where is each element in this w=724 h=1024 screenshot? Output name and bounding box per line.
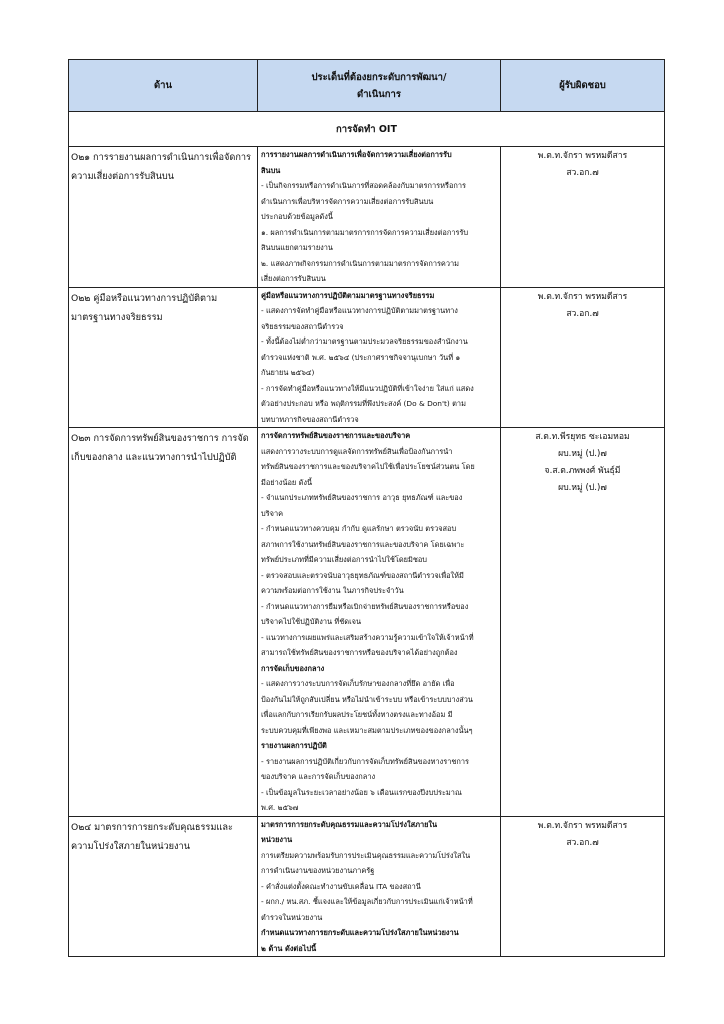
header-issues-line1: ประเด็นที่ต้องยกระดับการพัฒนา/ — [311, 71, 447, 83]
detail-line: ป้องกันไม่ให้ถูกสับเปลี่ยน หรือไม่นำเข้าระบบ หรือเข้าระบบบางส่วน — [261, 694, 473, 704]
detail-line: ๒. แสดงภาพกิจกรรมการดำเนินการตามมาตรการจัดการความ — [261, 258, 460, 268]
detail-heading: มาตรการการยกระดับคุณธรรมและความโปร่งใสภายใน — [261, 819, 438, 829]
row-responsible — [501, 287, 665, 428]
detail-line: ของบริจาค และการจัดเก็บของกลาง — [261, 772, 376, 781]
detail-line: - แสดงการจัดทำคู่มือหรือแนวทางการปฏิบัติตามมาตรฐานทาง — [261, 306, 458, 315]
section-row — [69, 112, 665, 147]
row-detail — [258, 147, 501, 288]
detail-heading: คู่มือหรือแนวทางการปฏิบัติตามมาตรฐานทางจริยธรรม — [261, 290, 435, 300]
detail-line: ประกอบด้วยข้อมูลดังนี้ — [261, 212, 333, 221]
development-plan-table — [68, 59, 665, 957]
detail-line: - ผกก./ หน.สภ. ชี้แจงและให้ข้อมูลเกี่ยวกับการประเมินแก่เจ้าหน้าที่ — [261, 897, 473, 906]
detail-line: - แสดงการวางระบบการจัดเก็บรักษาของกลางที่ยึด อายัด เพื่อ — [261, 679, 455, 688]
row-topic: O๒๒ คู่มือหรือแนวทางการปฏิบัติตามมาตรฐานทางจริยธรรม — [69, 287, 258, 428]
detail-heading: หน่วยงาน — [261, 835, 293, 844]
detail-heading: กำหนดแนวทางการยกระดับและความโปร่งใสภายในหน่วยงาน — [261, 928, 459, 937]
detail-line: ตำรวจในหน่วยงาน — [261, 912, 323, 922]
table-row — [69, 287, 665, 428]
responsible-line: พ.ต.ท.จักรา พรหมดีสาร — [537, 820, 628, 831]
row-topic: O๒๔ มาตรการการยกระดับคุณธรรมและความโปร่งใสภายในหน่วยงาน — [69, 816, 258, 957]
header-issues — [258, 60, 501, 112]
detail-line: บทบาทภารกิจของสถานีตำรวจ — [261, 414, 359, 424]
detail-line: - ทั้งนี้ต้องไม่ต่ำกว่ามาตรฐานตามประมวลจริยธรรมของสำนักงาน — [261, 337, 468, 346]
detail-line: บริจาค — [261, 508, 284, 518]
row-topic: O๒๑ การรายงานผลการดำเนินการเพื่อจัดการความเสี่ยงต่อการรับสินบน — [69, 147, 258, 288]
document-page — [68, 59, 664, 957]
header-responsible: ผู้รับผิดชอบ — [501, 60, 665, 112]
header-issues-line2: ดำเนินการ — [357, 88, 401, 100]
detail-heading: การจัดการทรัพย์สินของราชการและของบริจาค — [261, 431, 411, 440]
responsible-line: พ.ต.ท.จักรา พรหมดีสาร — [537, 151, 628, 161]
detail-line: - ตรวจสอบและตรวจนับอาวุธยุทธภัณฑ์ของสถานีตำรวจเพื่อให้มี — [261, 570, 464, 580]
responsible-line: จ.ส.ต.ภพพงศ์ พันธุ์มี — [544, 466, 621, 476]
responsible-line: สว.อก.๗ — [566, 168, 599, 178]
section-title: การจัดทำ OIT — [69, 112, 665, 147]
detail-line: เพื่อแลกกับการเรียกรับผลประโยชน์ทั้งทางตรงและทางอ้อม มี — [261, 710, 453, 719]
row-detail — [258, 428, 501, 817]
table-row — [69, 428, 665, 817]
detail-line: - แนวทางการเผยแพร่และเสริมสร้างความรู้ความเข้าใจให้เจ้าหน้าที่ — [261, 632, 474, 642]
detail-line: การเตรียมความพร้อมรับการประเมินคุณธรรมและความโปร่งใสใน — [261, 850, 471, 860]
detail-line: บริจาคไปใช้ปฏิบัติงาน ที่ชัดเจน — [261, 617, 362, 626]
responsible-line: พ.ต.ท.จักรา พรหมดีสาร — [537, 291, 628, 302]
detail-line: แสดงการวางระบบการดูแลจัดการทรัพย์สินเพื่อป้องกันการนำ — [261, 446, 453, 456]
detail-line: ทรัพย์สินของราชการและของบริจาคไปใช้เพื่อประโยชน์ส่วนตน โดย — [261, 462, 475, 471]
responsible-line: สว.อก.๗ — [566, 837, 599, 848]
row-detail — [258, 816, 501, 957]
detail-line: ความพร้อมต่อการใช้งาน ในภารกิจประจำวัน — [261, 586, 404, 595]
row-responsible — [501, 816, 665, 957]
responsible-line: ผบ.หมู่ (ป.)๗ — [558, 483, 607, 493]
detail-line: ดำเนินการเพื่อบริหารจัดการความเสี่ยงต่อการรับสินบน — [261, 196, 434, 206]
table-row — [69, 147, 665, 288]
detail-line: สภาพการใช้งานทรัพย์สินของราชการและของบริจาค โดยเฉพาะ — [261, 539, 465, 549]
detail-heading: การจัดเก็บของกลาง — [261, 663, 325, 673]
detail-line: - เป็นกิจกรรมหรือการดำเนินการที่สอดคล้องกับมาตรการหรือการ — [261, 181, 466, 190]
header-aspect: ด้าน — [69, 60, 258, 112]
row-topic: O๒๓ การจัดการทรัพย์สินของราชการ การจัดเก็บของกลาง และแนวทางการนำไปปฏิบัติ — [69, 428, 258, 817]
detail-line: - กำหนดแนวทางการยืมหรือเบิกจ่ายทรัพย์สินของราชการหรือของ — [261, 601, 469, 611]
detail-line: จริยธรรมของสถานีตำรวจ — [261, 321, 344, 331]
detail-line: การดำเนินงานของหน่วยงานภาครัฐ — [261, 866, 375, 875]
detail-line: - จำแนกประเภททรัพย์สินของราชการ อาวุธ ยุทธภัณฑ์ และของ — [261, 493, 463, 502]
row-responsible — [501, 428, 665, 817]
detail-line: - เป็นข้อมูลในระยะเวลาอย่างน้อย ๖ เดือนแรกของปีงบประมาณ — [261, 787, 462, 797]
detail-line: ตำรวจแห่งชาติ พ.ศ. ๒๕๖๔ (ประกาศราชกิจจานุเบกษา วันที่ ๑ — [261, 352, 461, 362]
detail-line: พ.ศ. ๒๕๖๗ — [261, 803, 299, 812]
responsible-line: ส.ต.ท.พีรยุทธ ซะเอมหอม — [535, 432, 630, 442]
detail-line: ตัวอย่างประกอบ หรือ พฤติกรรมที่พึงประสงค์ (Do & Don't) ตาม — [261, 399, 466, 408]
row-detail — [258, 287, 501, 428]
detail-line: มีอย่างน้อย ดังนี้ — [261, 477, 313, 487]
detail-line: - การจัดทำคู่มือหรือแนวทางให้มีแนวปฏิบัติที่เข้าใจง่าย ใส่แก่ แสดง — [261, 383, 474, 393]
detail-line: เสี่ยงต่อการรับสินบน — [261, 274, 326, 283]
detail-line: สินบนแยกตามรายงาน — [261, 243, 333, 252]
detail-line: ระบบควบคุมที่เพียงพอ และเหมาะสมตามประเภทของของกลางนั้นๆ — [261, 725, 473, 735]
detail-line: สามารถใช้ทรัพย์สินของราชการหรือของบริจาคได้อย่างถูกต้อง — [261, 648, 458, 657]
table-header-row — [69, 60, 665, 112]
row-responsible — [501, 147, 665, 288]
responsible-line: ผบ.หมู่ (ป.)๗ — [558, 449, 607, 459]
detail-heading: สินบน — [261, 165, 281, 175]
detail-heading: รายงานผลการปฏิบัติ — [261, 741, 327, 750]
detail-line: กันยายน ๒๕๖๔) — [261, 368, 315, 377]
detail-heading: ๒ ด้าน ดังต่อไปนี้ — [261, 943, 317, 953]
detail-line: - รายงานผลการปฏิบัติเกี่ยวกับการจัดเก็บทรัพย์สินของทางราชการ — [261, 756, 470, 766]
responsible-line: สว.อก.๗ — [566, 308, 599, 319]
detail-line: - กำหนดแนวทางควบคุม กำกับ ดูแลรักษา ตรวจนับ ตรวจสอบ — [261, 524, 457, 533]
table-row — [69, 816, 665, 957]
detail-line: ทรัพย์ประเภทที่มีความเสี่ยงต่อการนำไปใช้โดยมิชอบ — [261, 555, 427, 564]
detail-heading: การรายงานผลการดำเนินการเพื่อจัดการความเสี่ยงต่อการรับ — [261, 150, 452, 159]
detail-line: - คำสั่งแต่งตั้งคณะทำงานขับเคลื่อน ITA ของสถานี — [261, 881, 421, 891]
detail-line: ๑. ผลการดำเนินการตามมาตรการการจัดการความเสี่ยงต่อการรับ — [261, 227, 469, 237]
